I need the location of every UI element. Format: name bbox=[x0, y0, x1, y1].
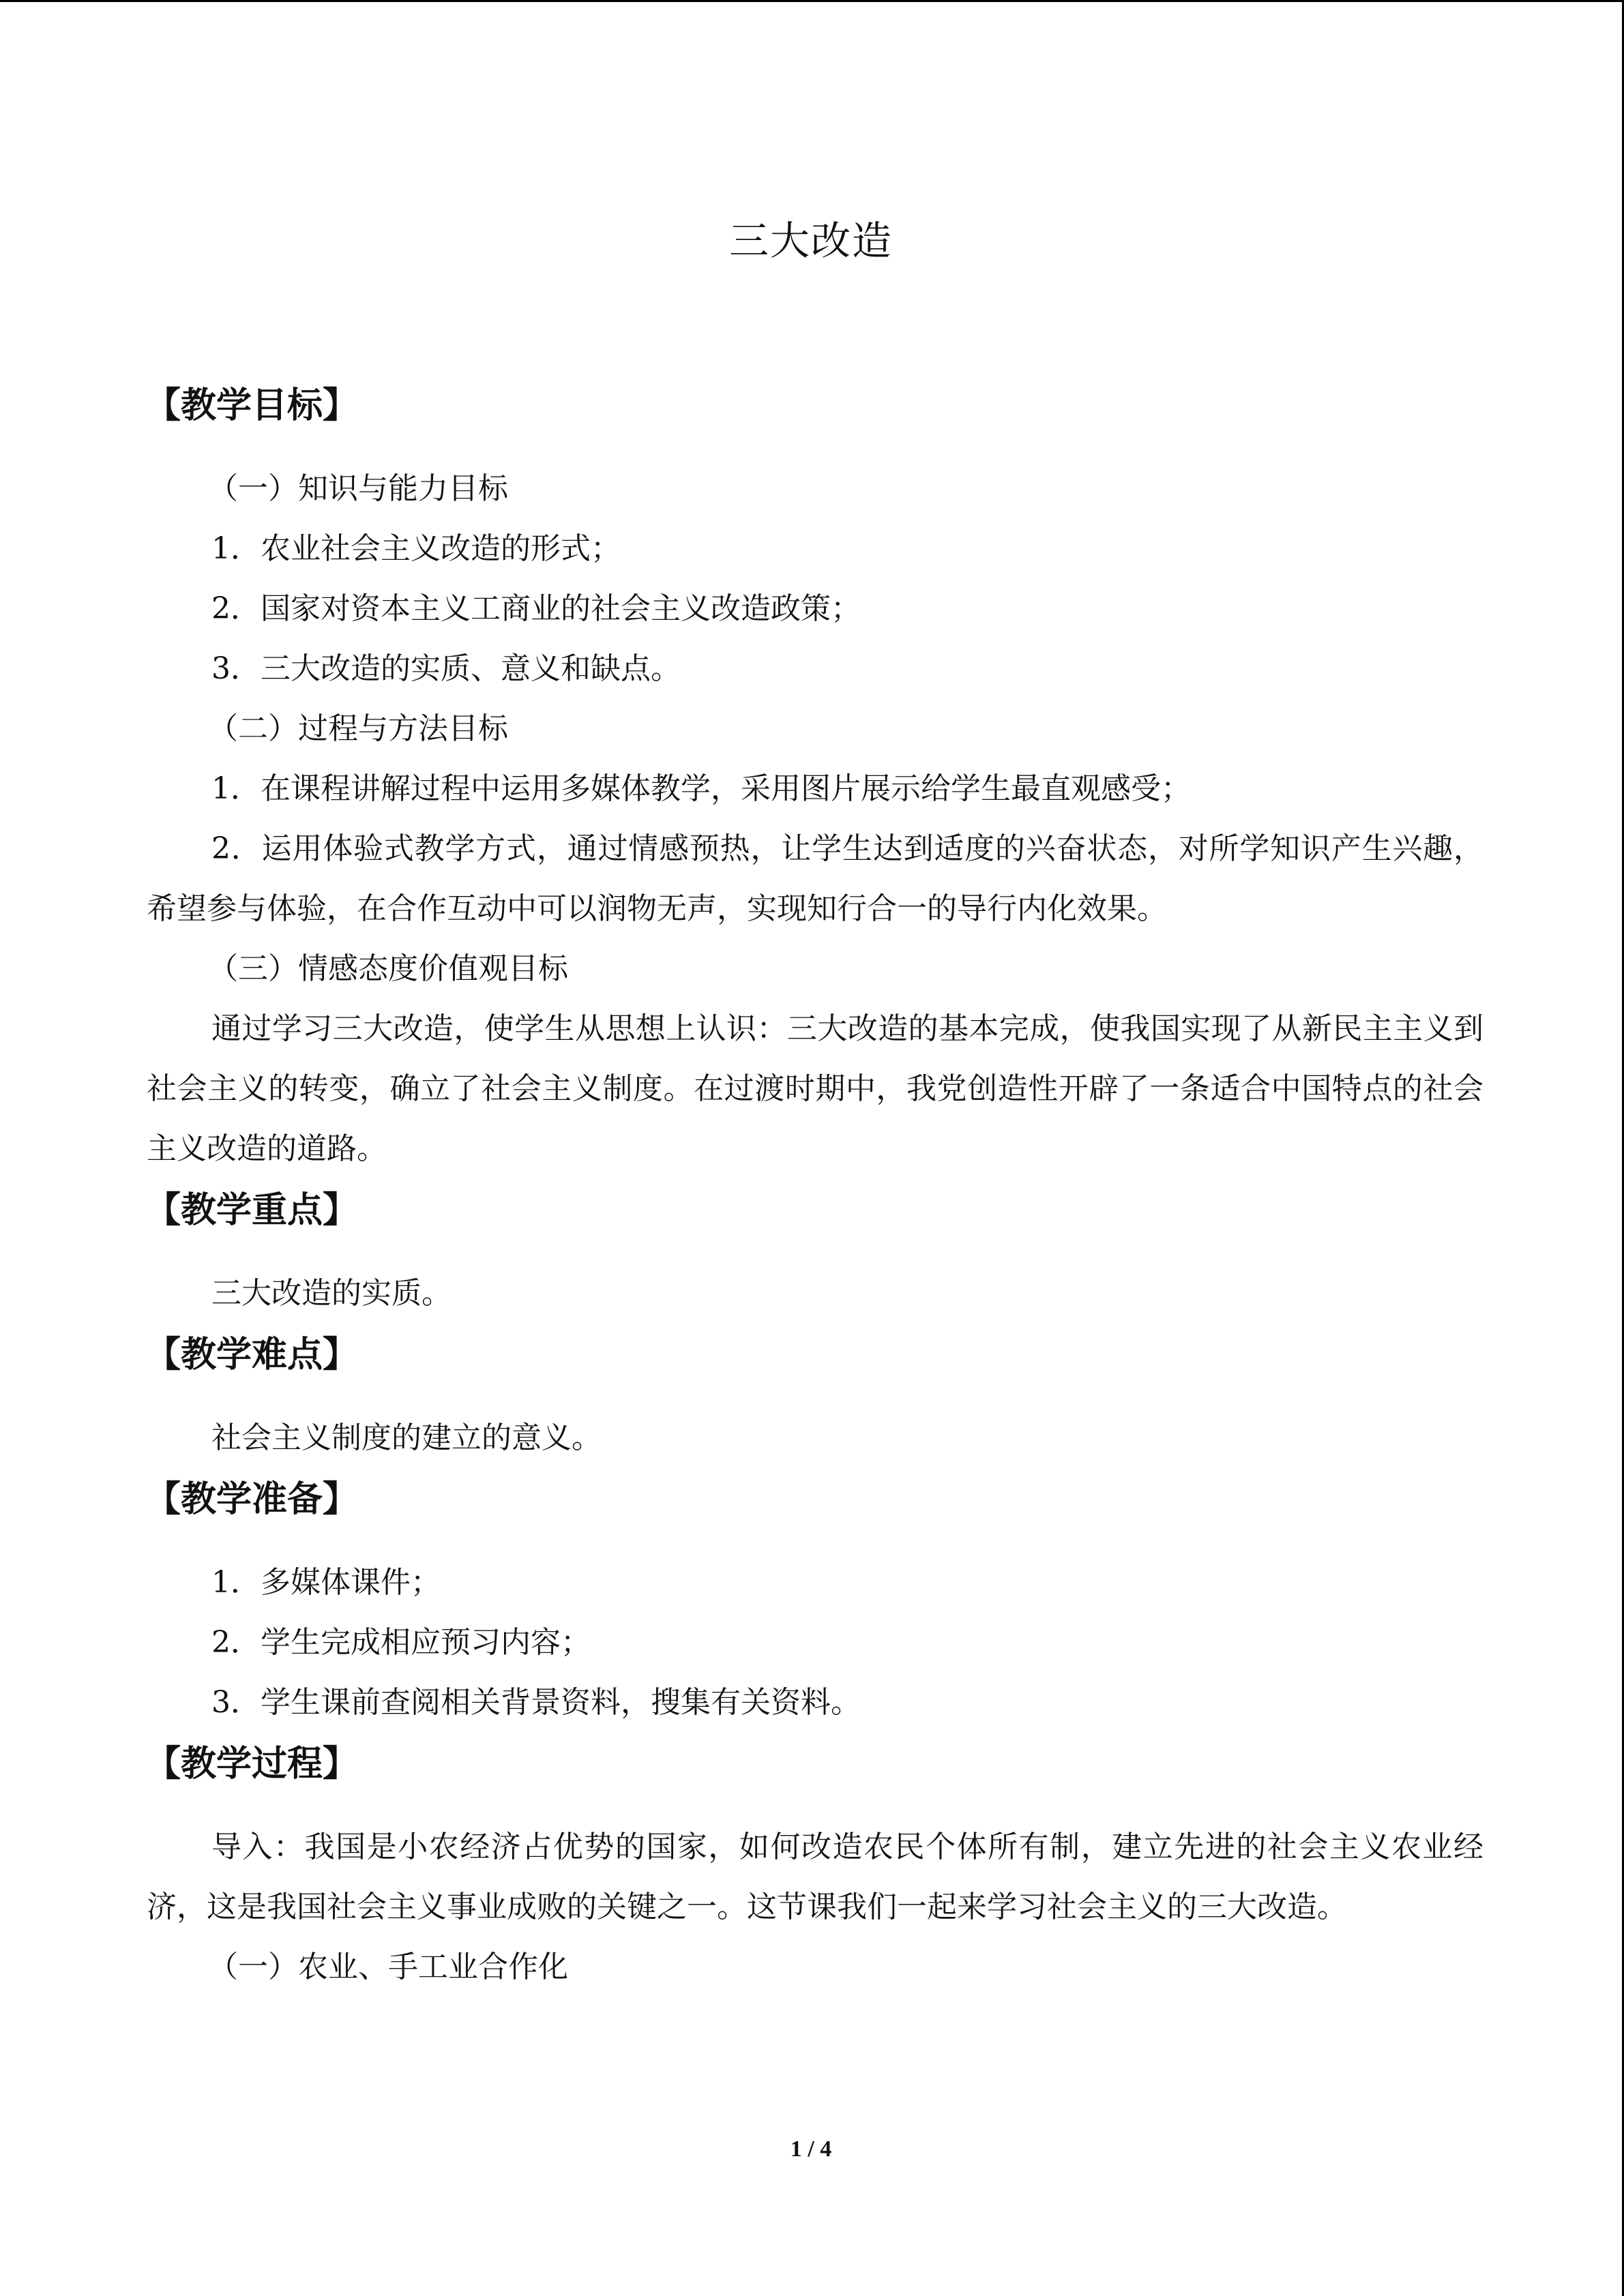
heading-difficulties: 【教学难点】 bbox=[145, 1335, 359, 1375]
document-title: 三大改造 bbox=[728, 218, 893, 264]
objectives-sub2: （二）过程与方法目标 bbox=[208, 711, 508, 746]
difficulties-text: 社会主义制度的建立的意义。 bbox=[211, 1420, 602, 1455]
preparation-item-3: 3．学生课前查阅相关背景资料，搜集有关资料。 bbox=[211, 1685, 861, 1720]
page-number: 1 / 4 bbox=[790, 2136, 832, 2162]
objectives-sub1: （一）知识与能力目标 bbox=[208, 471, 508, 506]
preparation-item-1: 1．多媒体课件； bbox=[211, 1565, 441, 1600]
objectives-sub2-item-1: 1．在课程讲解过程中运用多媒体教学，采用图片展示给学生最直观感受； bbox=[211, 771, 1191, 806]
heading-process: 【教学过程】 bbox=[145, 1744, 359, 1785]
objectives-sub3: （三）情感态度价值观目标 bbox=[208, 951, 568, 986]
process-sub1: （一）农业、手工业合作化 bbox=[208, 1950, 568, 1984]
document-body bbox=[147, 384, 1483, 1997]
objectives-sub1-item-1: 1．农业社会主义改造的形式； bbox=[211, 531, 621, 566]
process-intro: 导入：我国是小农经济占优势的国家，如何改造农民个体所有制，建立先进的社会主义农业经济，这是我国社会主义事业成败的关键之一。这节课我们一起来学习社会主义的三大改造。 bbox=[147, 1830, 1483, 1924]
heading-preparation: 【教学准备】 bbox=[145, 1479, 359, 1520]
objectives-sub1-item-3: 3．三大改造的实质、意义和缺点。 bbox=[211, 651, 681, 686]
heading-key-points: 【教学重点】 bbox=[145, 1190, 359, 1231]
objectives-sub3-text: 通过学习三大改造，使学生从思想上认识：三大改造的基本完成，使我国实现了从新民主主义到社会主义的转变，确立了社会主义制度。在过渡时期中，我党创造性开辟了一条适合中国特点的社会主义改造的道路。 bbox=[147, 1011, 1483, 1166]
objectives-sub1-item-2: 2．国家对资本主义工商业的社会主义改造政策； bbox=[211, 591, 861, 626]
objectives-sub2-item-2: 2．运用体验式教学方式，通过情感预热，让学生达到适度的兴奋状态，对所学知识产生兴趣，希望参与体验，在合作互动中可以润物无声，实现知行合一的导行内化效果。 bbox=[147, 831, 1483, 926]
preparation-item-2: 2．学生完成相应预习内容； bbox=[211, 1625, 591, 1660]
heading-objectives: 【教学目标】 bbox=[145, 385, 359, 426]
key-points-text: 三大改造的实质。 bbox=[211, 1276, 452, 1311]
